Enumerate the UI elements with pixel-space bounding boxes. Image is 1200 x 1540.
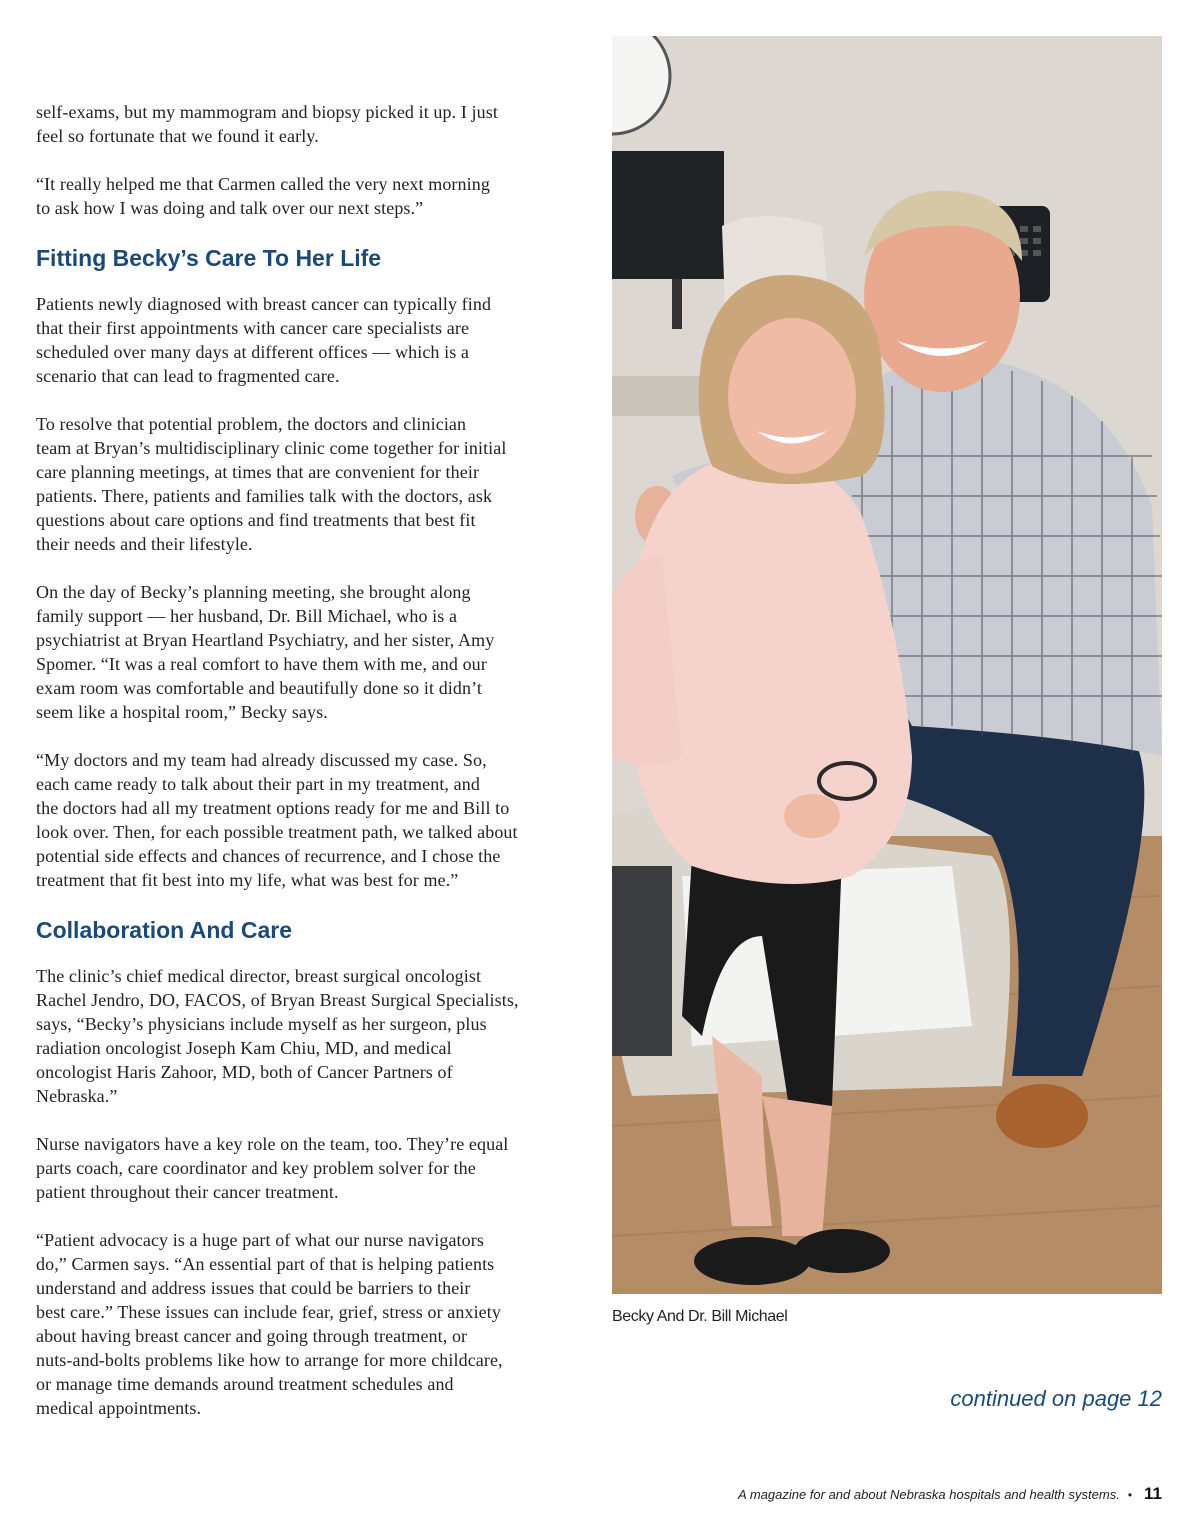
paragraph-5: On the day of Becky’s planning meeting, she brought along family support — her husband, Dr. Bill Michael, who is a psychiatrist at Bryan Heartland Psychiatry, and her sister, Amy Spomer. “It was a real comfort to have them with me, and our exam room was comfortable and beautifully done so it didn’t seem like a hospital room,” Becky says. bbox=[36, 582, 495, 722]
photo-becky-and-bill bbox=[612, 36, 1162, 1294]
continued-link[interactable]: continued on page 12 bbox=[950, 1386, 1162, 1411]
page-footer bbox=[738, 1484, 1162, 1504]
paragraph-8: Nurse navigators have a key role on the team, too. They’re equal parts coach, care coordinator and key problem solver for the patient throughout their cancer treatment. bbox=[36, 1134, 509, 1202]
section-heading-collaboration: Collaboration And Care bbox=[36, 917, 292, 943]
paragraph-7: The clinic’s chief medical director, breast surgical oncologist Rachel Jendro, DO, FACOS, of Bryan Breast Surgical Specialists, says, “Becky’s physicians include myself as her surgeon, plus radiation oncologist Joseph Kam Chiu, MD, and medical oncologist Haris Zahoor, MD, both of Cancer Partners of Nebraska.” bbox=[36, 966, 519, 1106]
article-column bbox=[36, 100, 592, 1420]
page-number: 11 bbox=[1144, 1484, 1162, 1503]
paragraph-4: To resolve that potential problem, the doctors and clinician team at Bryan’s multidisciplinary clinic come together for initial care planning meetings, at times that are convenient for their patients. There, patients and families talk with the doctors, ask questions about care options and find treatments that best fit their needs and their lifestyle. bbox=[36, 414, 507, 554]
footer-tagline: A magazine for and about Nebraska hospitals and health systems. bbox=[738, 1487, 1120, 1502]
paragraph-9: “Patient advocacy is a huge part of what our nurse navigators do,” Carmen says. “An essential part of that is helping patients understand and address issues that could be barriers to their best care.” These issues can include fear, grief, stress or anxiety about having breast cancer and going through treatment, or nuts-and-bolts problems like how to arrange for more childcare, or manage time demands around treatment schedules and medical appointments. bbox=[36, 1230, 503, 1418]
paragraph-6: “My doctors and my team had already discussed my case. So, each came ready to talk about their part in my treatment, and the doctors had all my treatment options ready for me and Bill to look over. Then, for each possible treatment path, we talked about potential side effects and chances of recurrence, and I chose the treatment that fit best into my life, what was best for me.” bbox=[36, 750, 518, 890]
paragraph-3: Patients newly diagnosed with breast cancer can typically find that their first appointments with cancer care specialists are scheduled over many days at different offices — which is a scenario that can lead to fragmented care. bbox=[36, 294, 492, 386]
paragraph-2: “It really helped me that Carmen called the very next morning to ask how I was doing and talk over our next steps.” bbox=[36, 174, 490, 218]
photo-caption: Becky And Dr. Bill Michael bbox=[612, 1308, 788, 1325]
paragraph-1: self-exams, but my mammogram and biopsy picked it up. I just feel so fortunate that we found it early. bbox=[36, 102, 498, 146]
section-heading-fitting-care: Fitting Becky’s Care To Her Life bbox=[36, 245, 382, 271]
footer-separator: • bbox=[1127, 1488, 1133, 1502]
